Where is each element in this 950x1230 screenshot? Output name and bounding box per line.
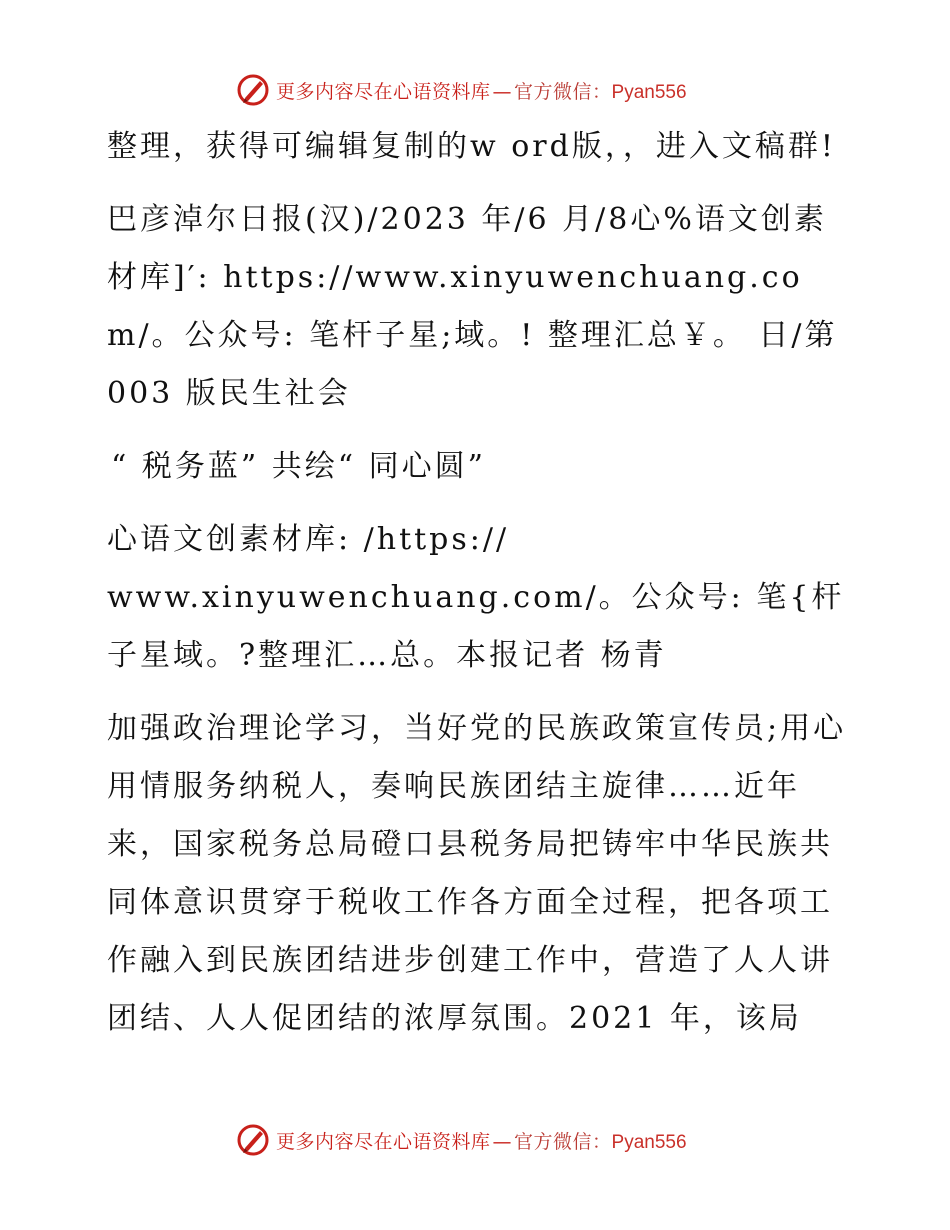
- header-banner: [236, 73, 716, 107]
- byline-line-2: www.xinyuwenchuang.com/。公众号: 笔{杆子星域。?整理汇…总。本报记者 杨青: [107, 580, 845, 673]
- banner-handle: Pyan556: [611, 1131, 687, 1153]
- banner-separator: —: [492, 80, 513, 103]
- banner-main: 更多内容尽在心语资料库: [276, 80, 491, 103]
- banner-text: [276, 77, 687, 104]
- paragraph-intro: 整理，获得可编辑复制的w ord版，，进入文稿群!: [107, 129, 836, 164]
- article-title: “ 税务蓝” 共绘“ 同心圆”: [111, 449, 486, 484]
- banner-separator: —: [492, 1130, 513, 1153]
- banner-official: 官方微信：: [514, 80, 612, 103]
- banner-text: [276, 1127, 687, 1154]
- footer-banner: [236, 1123, 716, 1157]
- banner-main: 更多内容尽在心语资料库: [276, 1130, 491, 1153]
- document-body: [97, 118, 852, 1048]
- pen-logo-icon: [236, 73, 270, 107]
- banner-official: 官方微信：: [514, 1130, 612, 1153]
- paragraph-main: 加强政治理论学习，当好党的民族政策宣传员;用心用情服务纳税人，奏响民族团结主旋律……近年来，国家税务总局磴口县税务局把铸牢中华民族共同体意识贯穿于税收工作各方面全过程，把各项工作融入到民族团结进步创建工作中，营造了人人讲团结、人人促团结的浓厚氛围。2021 年，该局: [107, 711, 847, 1036]
- paragraph-source: 巴彦淖尔日报(汉)/2023 年/6 月/8心%语文创素材库]′: https://www.xinyuwenchuang.com/。公众号: 笔杆子星;域。! 整理汇总￥。 日/第 003 版民生社会: [107, 202, 838, 411]
- paragraph-byline: [97, 511, 852, 685]
- banner-handle: Pyan556: [611, 81, 687, 103]
- pen-logo-icon: [236, 1123, 270, 1157]
- byline-line-1: 心语文创素材库: /https://: [107, 522, 510, 557]
